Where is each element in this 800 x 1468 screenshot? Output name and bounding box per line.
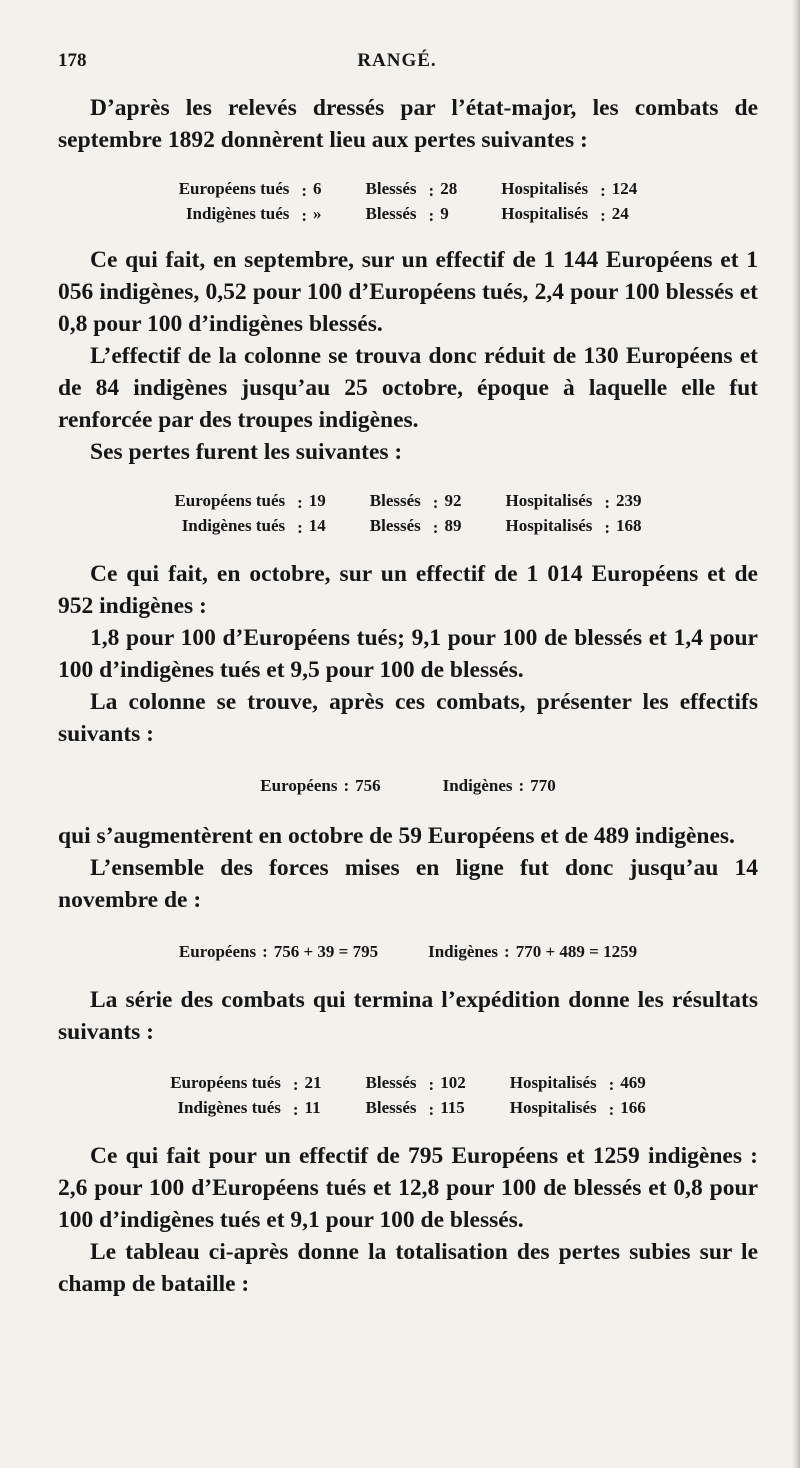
separator: : [301, 205, 308, 225]
indigenes-label: Indigènes [442, 776, 513, 795]
indigenes-total: 770 + 489 = 1259 [515, 942, 638, 961]
wounded-value: 92 [444, 491, 462, 510]
paragraph-7: La colonne se trouve, après ces combats, présenter les effectifs suivants : [58, 689, 758, 747]
separator: : [428, 1074, 435, 1094]
killed-label: Européens tués [178, 179, 290, 198]
paragraph-9: L’ensemble des forces mises en ligne fut donc jusqu’au 14 novembre de : [58, 855, 758, 913]
separator: : [428, 1099, 435, 1119]
wounded-value: 28 [440, 179, 458, 198]
separator: : [600, 180, 606, 200]
europeens-value: 756 [355, 776, 381, 795]
table-row [179, 203, 638, 228]
killed-label: Indigènes tués [181, 516, 286, 535]
table-row [174, 490, 641, 515]
losses-table-final [170, 1072, 646, 1122]
paragraph-11: Ce qui fait pour un effectif de 795 Européens et 1259 indigènes : 2,6 pour 100 d’Européens tués et 12,8 pour 100 de blessés et 0,8 pour 100 d’indigènes tués et 9,1 pour 100 de blessés. [58, 1143, 758, 1233]
separator: : [343, 776, 350, 795]
wounded-label: Blessés [365, 1098, 417, 1117]
hospitalized-label: Hospitalisés [505, 491, 593, 510]
paragraph-4: Ses pertes furent les suivantes : [90, 439, 403, 465]
wounded-label: Blessés [369, 516, 421, 535]
separator: : [428, 205, 435, 225]
losses-table-september [179, 178, 638, 228]
hospitalized-value: 166 [620, 1098, 646, 1117]
paragraph-8: qui s’augmentèrent en octobre de 59 Européens et de 489 indigènes. [58, 823, 735, 849]
paragraph-10: La série des combats qui termina l’expédition donne les résultats suivants : [58, 987, 758, 1045]
killed-value: 11 [304, 1098, 321, 1117]
hospitalized-label: Hospitalisés [501, 179, 589, 198]
separator: : [608, 1099, 615, 1119]
hospitalized-value: 124 [611, 179, 638, 198]
wounded-value: 115 [440, 1098, 465, 1117]
page-header [58, 50, 736, 72]
paragraph-12: Le tableau ci-après donne la totalisation des pertes subies sur le champ de bataille : [58, 1239, 758, 1297]
table-row [179, 178, 638, 203]
separator: : [262, 942, 268, 961]
page-number: 178 [58, 50, 87, 71]
killed-value: 14 [308, 516, 326, 535]
wounded-label: Blessés [369, 491, 421, 510]
hospitalized-value: 168 [616, 516, 642, 535]
wounded-value: 102 [440, 1073, 466, 1092]
europeens-label: Européens [260, 776, 338, 795]
running-title: RANGÉ. [357, 50, 437, 71]
table-row [174, 515, 641, 540]
separator: : [292, 1074, 299, 1094]
wounded-value: 89 [444, 516, 462, 535]
separator: : [432, 517, 439, 537]
killed-label: Européens tués [170, 1073, 281, 1092]
table-row [170, 1072, 646, 1097]
wounded-label: Blessés [365, 204, 417, 223]
europeens-total: 756 + 39 = 795 [273, 942, 379, 961]
separator: : [608, 1074, 615, 1094]
indigenes-value: 770 [530, 776, 556, 795]
hospitalized-label: Hospitalisés [509, 1073, 597, 1092]
hospitalized-label: Hospitalisés [505, 516, 593, 535]
separator: : [428, 180, 435, 200]
hospitalized-label: Hospitalisés [509, 1098, 597, 1117]
killed-value: » [313, 204, 322, 223]
separator: : [297, 492, 303, 512]
effectifs-line [58, 776, 758, 796]
europeens-label: Européens [178, 942, 257, 961]
paragraph-5: Ce qui fait, en octobre, sur un effectif de 1 014 Européens et de 952 indigènes : [58, 561, 758, 619]
separator: : [604, 492, 611, 512]
wounded-label: Blessés [365, 179, 417, 198]
separator: : [600, 205, 606, 225]
separator: : [504, 942, 510, 961]
killed-value: 6 [313, 179, 322, 198]
killed-value: 19 [308, 491, 326, 510]
hospitalized-value: 239 [616, 491, 642, 510]
wounded-label: Blessés [365, 1073, 417, 1092]
losses-table-october [174, 490, 641, 540]
killed-label: Indigènes tués [177, 1098, 281, 1117]
hospitalized-label: Hospitalisés [501, 204, 589, 223]
page-body [58, 92, 758, 1300]
paragraph-3: L’effectif de la colonne se trouva donc réduit de 130 Européens et de 84 indigènes jusqu’au 25 octobre, époque à laquelle elle fut renforcée par des troupes indigènes. [58, 343, 758, 433]
separator: : [301, 180, 308, 200]
separator: : [297, 517, 303, 537]
wounded-value: 9 [440, 204, 449, 223]
paragraph-1: D’après les relevés dressés par l’état-major, les combats de septembre 1892 donnèrent lieu aux pertes suivantes : [58, 95, 758, 153]
paragraph-2: Ce qui fait, en septembre, sur un effectif de 1 144 Européens et 1 056 indigènes, 0,52 pour 100 d’Européens tués, 2,4 pour 100 blessés et 0,8 pour 100 d’indigènes blessés. [58, 247, 758, 337]
hospitalized-value: 24 [611, 204, 629, 223]
table-row [170, 1097, 646, 1122]
separator: : [432, 492, 439, 512]
separator: : [604, 517, 611, 537]
separator: : [292, 1099, 299, 1119]
killed-value: 21 [304, 1073, 322, 1092]
totals-line [58, 942, 758, 962]
page-edge [792, 0, 800, 1468]
killed-label: Européens tués [174, 491, 286, 510]
separator: : [518, 776, 525, 795]
killed-label: Indigènes tués [185, 204, 290, 223]
indigenes-label: Indigènes [428, 942, 499, 961]
hospitalized-value: 469 [620, 1073, 646, 1092]
paragraph-6: 1,8 pour 100 d’Européens tués; 9,1 pour 100 de blessés et 1,4 pour 100 d’indigènes tués et 9,5 pour 100 de blessés. [58, 625, 758, 683]
